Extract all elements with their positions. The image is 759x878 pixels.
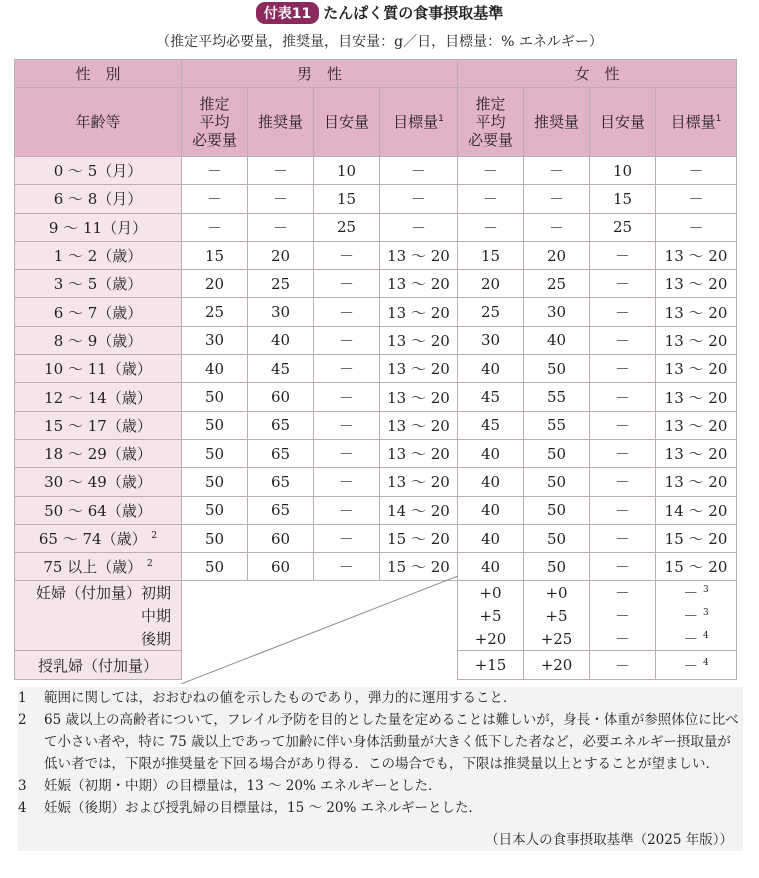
- male-value-cell: －: [182, 213, 248, 241]
- male-value-cell: －: [182, 185, 248, 213]
- female-value-cell: －: [656, 213, 737, 241]
- female-value-cell: －: [590, 524, 656, 552]
- male-value-cell: 40: [182, 355, 248, 383]
- col-rda-female: 推奨量: [524, 88, 590, 157]
- male-value-cell: －: [248, 157, 314, 185]
- female-value-cell: 13 ～ 20: [656, 411, 737, 439]
- female-value-cell: +5: [458, 604, 524, 627]
- col-ear-female: 推定 平均 必要量: [458, 88, 524, 157]
- male-value-cell: 15 ～ 20: [380, 524, 458, 552]
- male-value-cell: －: [314, 326, 380, 354]
- female-value-cell: －: [458, 213, 524, 241]
- female-value-cell: 30: [458, 326, 524, 354]
- female-value-cell: 40: [524, 326, 590, 354]
- female-value-cell: 15: [590, 185, 656, 213]
- female-value-cell: －: [590, 439, 656, 467]
- table-row: [15, 439, 737, 467]
- female-value-cell: －: [524, 213, 590, 241]
- female-value-cell: －: [656, 185, 737, 213]
- male-value-cell: 50: [182, 553, 248, 581]
- female-value-cell: 25: [524, 270, 590, 298]
- male-value-cell: 50: [182, 468, 248, 496]
- pregnancy-stage-cell: 中期: [15, 604, 182, 627]
- female-value-cell: －: [458, 157, 524, 185]
- sex-header: 性 別: [15, 60, 182, 88]
- male-value-cell: 13 ～ 20: [380, 355, 458, 383]
- female-value-cell: 14 ～ 20: [656, 496, 737, 524]
- male-value-cell: －: [314, 439, 380, 467]
- male-value-cell: 50: [182, 524, 248, 552]
- age-cell: 6 ～ 8（月）: [15, 185, 182, 213]
- male-value-cell: 13 ～ 20: [380, 326, 458, 354]
- male-value-cell: 15: [314, 185, 380, 213]
- male-value-cell: 20: [182, 270, 248, 298]
- female-value-cell: 40: [458, 496, 524, 524]
- female-value-cell: +20: [524, 651, 590, 679]
- male-value-cell: 60: [248, 553, 314, 581]
- female-value-cell: － $^4$: [656, 651, 737, 679]
- female-value-cell: －: [590, 298, 656, 326]
- footnote-item: 4 妊娠（後期）および授乳婦の目標量は，15 ～ 20% エネルギーとした．: [18, 800, 483, 816]
- female-value-cell: 50: [524, 496, 590, 524]
- male-value-cell: －: [248, 185, 314, 213]
- female-value-cell: 45: [458, 411, 524, 439]
- male-value-cell: 10: [314, 157, 380, 185]
- female-value-cell: 50: [524, 553, 590, 581]
- female-value-cell: 13 ～ 20: [656, 383, 737, 411]
- pregnancy-stage-cell: 後期: [15, 627, 182, 651]
- table-row: [15, 213, 737, 241]
- female-value-cell: 13 ～ 20: [656, 298, 737, 326]
- male-value-cell: －: [314, 241, 380, 269]
- col-ai-male: 目安量: [314, 88, 380, 157]
- male-value-cell: 50: [182, 411, 248, 439]
- male-value-cell: 65: [248, 468, 314, 496]
- female-value-cell: 25: [458, 298, 524, 326]
- female-value-cell: +0: [524, 581, 590, 605]
- table-row: [15, 468, 737, 496]
- table-row: [15, 326, 737, 354]
- age-cell: 6 ～ 7（歳）: [15, 298, 182, 326]
- male-value-cell: －: [182, 157, 248, 185]
- male-value-cell: 25: [182, 298, 248, 326]
- female-value-cell: －: [524, 157, 590, 185]
- table-row: [15, 524, 737, 552]
- male-value-cell: 65: [248, 439, 314, 467]
- female-value-cell: 13 ～ 20: [656, 326, 737, 354]
- female-value-cell: － $^4$: [656, 627, 737, 651]
- female-value-cell: 40: [458, 553, 524, 581]
- table-row: [15, 298, 737, 326]
- female-value-cell: －: [590, 627, 656, 651]
- male-value-cell: 45: [248, 355, 314, 383]
- female-value-cell: 20: [458, 270, 524, 298]
- male-value-cell: 13 ～ 20: [380, 468, 458, 496]
- age-cell: 15 ～ 17（歳）: [15, 411, 182, 439]
- male-value-cell: －: [314, 468, 380, 496]
- male-header: 男 性: [182, 60, 458, 88]
- female-value-cell: 20: [524, 241, 590, 269]
- male-value-cell: －: [314, 355, 380, 383]
- female-value-cell: 13 ～ 20: [656, 270, 737, 298]
- female-value-cell: －: [590, 355, 656, 383]
- title-text: たんぱく質の食事摂取基準: [323, 4, 504, 22]
- page-title: [0, 2, 759, 24]
- lactation-label-cell: 授乳婦（付加量）: [15, 651, 182, 679]
- female-value-cell: 13 ～ 20: [656, 355, 737, 383]
- female-value-cell: 15 ～ 20: [656, 553, 737, 581]
- table-row: [15, 157, 737, 185]
- table-row: [15, 270, 737, 298]
- table-row: [15, 383, 737, 411]
- female-value-cell: 40: [458, 439, 524, 467]
- age-cell: 9 ～ 11（月）: [15, 213, 182, 241]
- age-cell: 30 ～ 49（歳）: [15, 468, 182, 496]
- female-value-cell: 40: [458, 468, 524, 496]
- female-header: 女 性: [458, 60, 737, 88]
- male-value-cell: －: [314, 553, 380, 581]
- male-value-cell: 13 ～ 20: [380, 298, 458, 326]
- female-value-cell: 55: [524, 383, 590, 411]
- female-value-cell: 55: [524, 411, 590, 439]
- units-subtitle: （推定平均必要量，推奨量，目安量：g／日，目標量：% エネルギー）: [156, 34, 603, 50]
- female-value-cell: 25: [590, 213, 656, 241]
- male-value-cell: 30: [248, 298, 314, 326]
- male-value-cell: －: [314, 496, 380, 524]
- male-value-cell: －: [380, 213, 458, 241]
- table-badge: 付表11: [256, 2, 319, 24]
- table-row: [15, 241, 737, 269]
- male-value-cell: 13 ～ 20: [380, 439, 458, 467]
- female-value-cell: －: [590, 553, 656, 581]
- male-value-cell: 60: [248, 383, 314, 411]
- male-value-cell: －: [380, 157, 458, 185]
- female-value-cell: 50: [524, 355, 590, 383]
- age-cell: 18 ～ 29（歳）: [15, 439, 182, 467]
- table-row: [15, 496, 737, 524]
- female-value-cell: 50: [524, 468, 590, 496]
- age-cell: 8 ～ 9（歳）: [15, 326, 182, 354]
- male-value-cell: 65: [248, 411, 314, 439]
- footnote-item: 1 範囲に関しては，おおむねの値を示したものであり，弾力的に運用すること．: [18, 690, 517, 706]
- male-value-cell: 65: [248, 496, 314, 524]
- table-row: [15, 553, 737, 581]
- pregnancy-stage-cell: 妊婦（付加量）初期: [15, 581, 182, 605]
- male-not-applicable-cell: [182, 581, 458, 679]
- male-value-cell: －: [314, 270, 380, 298]
- age-cell: 65 ～ 74（歳） $^2$: [15, 524, 182, 552]
- female-value-cell: 40: [458, 524, 524, 552]
- male-value-cell: 13 ～ 20: [380, 411, 458, 439]
- female-value-cell: －: [590, 651, 656, 679]
- male-value-cell: －: [380, 185, 458, 213]
- table-row: [15, 411, 737, 439]
- col-ear-male: 推定 平均 必要量: [182, 88, 248, 157]
- footnote-item: 2 65 歳以上の高齢者について，フレイル予防を目的とした量を定めることは難しいが，身長・体重が参照体位に比べて小さい者や，特に 75 歳以上であって加齢に伴い身体活動量が大きく低下した者など，必要エネルギー摂取量が低い者では，下限が推奨量を下回る場合があり得る．この場合でも，下限は推奨量以上とすることが望ましい．: [18, 712, 739, 772]
- age-cell: 75 以上（歳） $^2$: [15, 553, 182, 581]
- female-value-cell: － $^3$: [656, 581, 737, 605]
- female-value-cell: －: [524, 185, 590, 213]
- female-value-cell: +5: [524, 604, 590, 627]
- female-value-cell: － $^3$: [656, 604, 737, 627]
- female-value-cell: +0: [458, 581, 524, 605]
- col-ai-female: 目安量: [590, 88, 656, 157]
- female-value-cell: 30: [524, 298, 590, 326]
- male-value-cell: －: [314, 383, 380, 411]
- age-cell: 0 ～ 5（月）: [15, 157, 182, 185]
- male-value-cell: 13 ～ 20: [380, 270, 458, 298]
- female-value-cell: 15 ～ 20: [656, 524, 737, 552]
- female-value-cell: 13 ～ 20: [656, 241, 737, 269]
- female-value-cell: 40: [458, 355, 524, 383]
- male-value-cell: 50: [182, 439, 248, 467]
- female-value-cell: －: [590, 270, 656, 298]
- footnote-item: 3 妊娠（初期・中期）の目標量は，13 ～ 20% エネルギーとした．: [18, 778, 442, 794]
- female-value-cell: －: [590, 604, 656, 627]
- male-value-cell: 20: [248, 241, 314, 269]
- female-value-cell: －: [590, 326, 656, 354]
- protein-intake-table: [14, 59, 737, 680]
- female-value-cell: －: [590, 581, 656, 605]
- male-value-cell: 60: [248, 524, 314, 552]
- female-value-cell: 10: [590, 157, 656, 185]
- female-value-cell: +15: [458, 651, 524, 679]
- female-value-cell: －: [458, 185, 524, 213]
- female-value-cell: +20: [458, 627, 524, 651]
- male-value-cell: 40: [248, 326, 314, 354]
- age-cell: 3 ～ 5（歳）: [15, 270, 182, 298]
- female-value-cell: 50: [524, 524, 590, 552]
- pregnancy-row: [15, 581, 737, 605]
- footnotes: [18, 687, 743, 851]
- col-dg-female: 目標量$^1$: [656, 88, 737, 157]
- female-value-cell: 50: [524, 439, 590, 467]
- age-cell: 50 ～ 64（歳）: [15, 496, 182, 524]
- male-value-cell: －: [314, 411, 380, 439]
- male-value-cell: 15: [182, 241, 248, 269]
- table-row: [15, 185, 737, 213]
- female-value-cell: 15: [458, 241, 524, 269]
- female-value-cell: －: [590, 383, 656, 411]
- male-value-cell: 50: [182, 383, 248, 411]
- male-value-cell: 14 ～ 20: [380, 496, 458, 524]
- male-value-cell: 15 ～ 20: [380, 553, 458, 581]
- male-value-cell: －: [248, 213, 314, 241]
- age-cell: 12 ～ 14（歳）: [15, 383, 182, 411]
- female-value-cell: 13 ～ 20: [656, 468, 737, 496]
- table-row: [15, 355, 737, 383]
- female-value-cell: －: [590, 411, 656, 439]
- male-value-cell: 30: [182, 326, 248, 354]
- age-cell: 10 ～ 11（歳）: [15, 355, 182, 383]
- female-value-cell: －: [590, 468, 656, 496]
- male-value-cell: 13 ～ 20: [380, 383, 458, 411]
- male-value-cell: －: [314, 298, 380, 326]
- source-citation: （日本人の食事摂取基準（2025 年版））: [485, 832, 733, 848]
- male-value-cell: 25: [248, 270, 314, 298]
- female-value-cell: 45: [458, 383, 524, 411]
- col-dg-male: 目標量$^1$: [380, 88, 458, 157]
- age-header: 年齢等: [15, 88, 182, 157]
- female-value-cell: +25: [524, 627, 590, 651]
- male-value-cell: 50: [182, 496, 248, 524]
- female-value-cell: 13 ～ 20: [656, 439, 737, 467]
- col-rda-male: 推奨量: [248, 88, 314, 157]
- female-value-cell: －: [590, 496, 656, 524]
- male-value-cell: 25: [314, 213, 380, 241]
- female-value-cell: －: [656, 157, 737, 185]
- female-value-cell: －: [590, 241, 656, 269]
- age-cell: 1 ～ 2（歳）: [15, 241, 182, 269]
- male-value-cell: －: [314, 524, 380, 552]
- male-value-cell: 13 ～ 20: [380, 241, 458, 269]
